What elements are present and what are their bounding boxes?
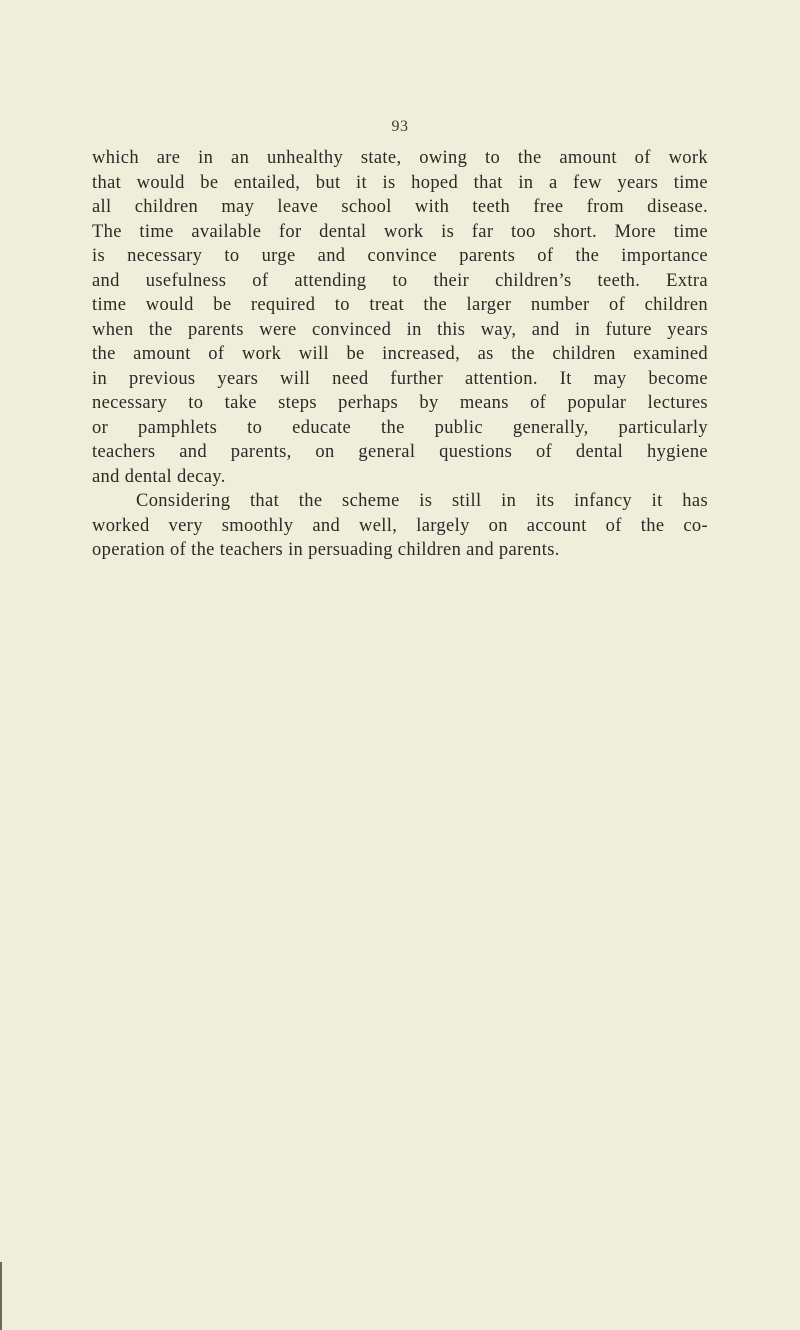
text-line: and dental decay. [92, 466, 226, 487]
text-line: the amount of work will be increased, as the children examined [92, 344, 708, 364]
text-line: worked very smoothly and well, largely on account of the co- [92, 515, 708, 536]
text-line: The time available for dental work is far too short. More time [92, 221, 708, 242]
paragraph-2 [92, 489, 708, 563]
text-line: and usefulness of attending to their children’s teeth. Extra [92, 270, 708, 291]
text-line: which are in an unhealthy state, owing to the amount of work [92, 148, 708, 168]
text-line: is necessary to urge and convince parents of the importance [92, 246, 708, 266]
text-line: all children may leave school with teeth free from disease. [92, 197, 708, 217]
text-line: that would be entailed, but it is hoped that in a few years time [92, 172, 708, 193]
text-line: necessary to take steps perhaps by means of popular lectures [92, 393, 708, 413]
paragraph-1 [92, 146, 708, 489]
text-line: in previous years will need further attention. It may become [92, 368, 708, 389]
text-line: operation of the teachers in persuading children and parents. [92, 540, 560, 560]
page-number: 93 [391, 118, 409, 135]
text-line: or pamphlets to educate the public generally, particularly [92, 417, 708, 438]
text-line: teachers and parents, on general questions of dental hygiene [92, 442, 708, 462]
text-line: when the parents were convinced in this way, and in future years [92, 319, 708, 340]
body-text [92, 146, 708, 563]
text-line: Considering that the scheme is still in its infancy it has [136, 491, 708, 511]
scan-edge-mark [0, 1262, 2, 1330]
text-line: time would be required to treat the larger number of children [92, 295, 708, 315]
